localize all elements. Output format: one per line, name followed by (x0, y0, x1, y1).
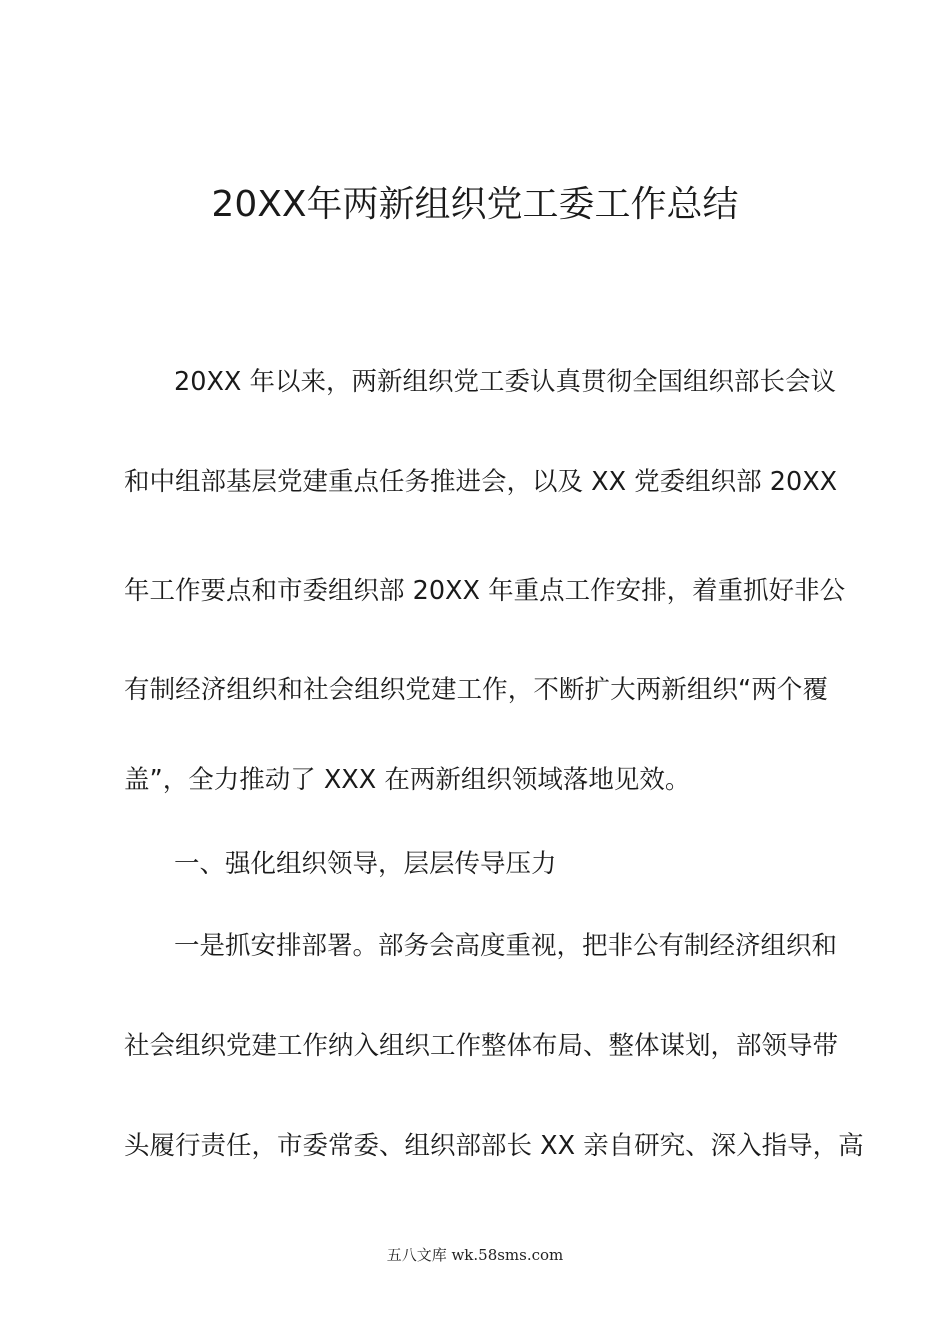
section-heading: 一、强化组织领导，层层传导压力 (174, 849, 557, 879)
paragraph-line: 有制经济组织和社会组织党建工作，不断扩大两新组织“两个覆 (124, 675, 828, 705)
paragraph-line: 社会组织党建工作纳入组织工作整体布局、整体谋划，部领导带 (124, 1031, 839, 1061)
paragraph-line: 头履行责任，市委常委、组织部部长 XX 亲自研究、深入指导，高 (124, 1131, 864, 1161)
document-title: 20XX年两新组织党工委工作总结 (211, 184, 739, 225)
paragraph-line: 年工作要点和市委组织部 20XX 年重点工作安排，着重抓好非公 (124, 576, 846, 606)
paragraph-line: 20XX 年以来，两新组织党工委认真贯彻全国组织部长会议 (174, 367, 836, 397)
footer-watermark: 五八文库 wk.58sms.com (386, 1246, 564, 1264)
paragraph-line: 一是抓安排部署。部务会高度重视，把非公有制经济组织和 (174, 931, 838, 961)
paragraph-line: 和中组部基层党建重点任务推进会，以及 XX 党委组织部 20XX (124, 467, 838, 497)
paragraph-line: 盖”，全力推动了 XXX 在两新组织领域落地见效。 (124, 765, 691, 795)
